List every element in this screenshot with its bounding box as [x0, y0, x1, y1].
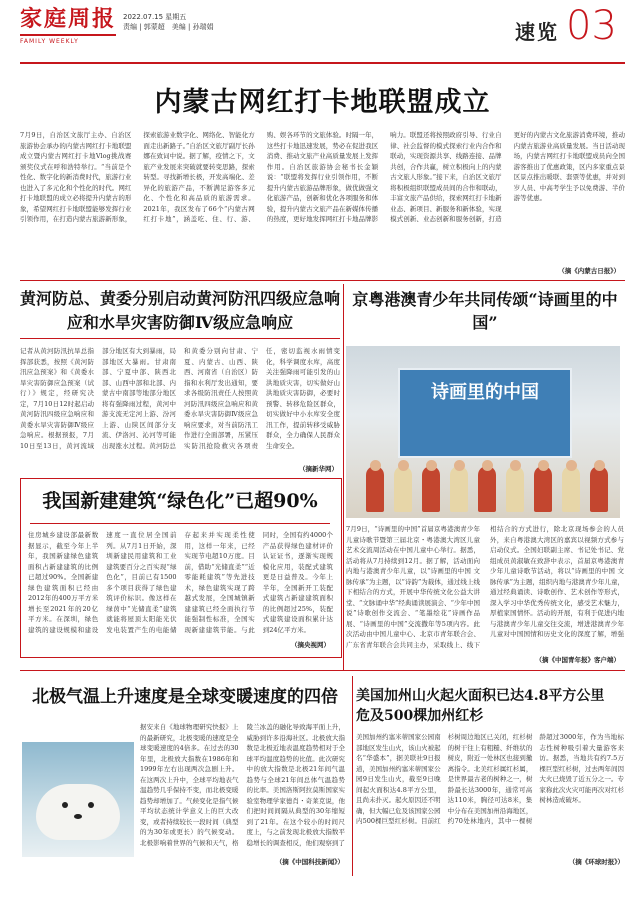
flood-article-credit: （摘新华网）: [299, 465, 338, 473]
logo-english: FAMILY WEEKLY: [20, 38, 79, 45]
performer-figure: [506, 466, 524, 512]
seal-nose: [74, 814, 82, 819]
performer-figure: [450, 466, 468, 512]
column-divider: [343, 284, 344, 670]
poem-event-photo: [346, 346, 620, 518]
performer-figure: [422, 466, 440, 512]
main-article-body: 7月9日，自治区文旅厅主办、自治区旅游协会承办的内蒙古网红打卡地联盟成立暨内蒙古网红打卡地Vlog挑战赛颁奖仪式在呼和浩特举行。“当前是个性化、数字化的新消费时代，旅游行业也进入了多元化和个性化的时代。网红打卡地联盟的成立必将提升内蒙古的形象，希望网红打卡地联盟能够发挥行业引领作用，在打造内蒙古旅游新形象，探索旅游业数字化、网络化、智能化方面走出新路子。”自治区文旅厅副厅长孙娜在致词中说。据了解，疫情之下，文旅产业发展来突破就要转变思路，探索转型。寻找新增长极，开发高端化、差异化的旅游产品，不断满足游客多元化、个性化和高品质的旅游需求。2021年，我区发布了66个“内蒙古网红打卡地”，涵盖吃、住、行、游、购、娱各环节的文旅体验。时隔一年，这些打卡地迅速发展，势必在促进我区消费、推动文旅产业高质量发展上发挥作用。自治区旅游协会秘书长金颖说：“联盟将发挥行业引领作用，不断提升内蒙古旅游品牌形象，做优做强文化旅游产品，创新和优化各项服务和体验，提升内蒙古文旅产品在新媒体传播的热度，更好地发挥网红打卡地品牌影响力。联盟还将按照政府引导、行业自律、社会监督的模式探索行业内合作和联动，实现资源共享、线路连接、品牌共创，合作共赢，树立积极向上的内蒙古文旅人形象。”接下来，自治区文旅厅将积极组织联盟成员间的合作和联动，丰富文旅产品供给，探索网红打卡地新业态、新项目、新服务和新体验，实现模式创新、业态创新和服务创新，打造更好的内蒙古文化旅游消费环境，推动内蒙古旅游业高质量发展。当日活动现场，内蒙古网红打卡地联盟成员向全国游客推出了优惠政策，区内多家重点景区景点推出暖联、套票等优惠，并对到岁人员、中高考学生予以免费游、半价游等优惠。: [20, 131, 625, 223]
poem-banner-text: 诗画里的中国: [431, 382, 539, 403]
performer-head: [594, 460, 605, 471]
column-divider: [352, 676, 353, 876]
page-number: 03: [566, 3, 617, 49]
green-article-credit: （摘央视网）: [291, 641, 330, 649]
performer-figure: [366, 466, 384, 512]
arctic-article-body: 据安来自《地球物理研究快报》上的最新研究，北极变暖的速度是全球变暖速度的4倍多。在过去的30年里，北极放大指数在1986年和1999年左右出现两次急剧上升。在这两次上升中，全球平均地表气温趋势几乎保持不变，而北极变暖趋势却增加了。气候变化是指气候平均状态统计学意义上的巨大改变，或者持续较长一段时间（典型的为30年或更长）的气候变动。北极影响着世界的气候和天气，格陵兰冰盖的融化导致海平面上升，威胁到许多沿海社区。北极放大指数是北极近地表温度趋势相对于全球平均温度趋势的比值。此次研究中的放大指数是北极21年间气温趋势与全球21年间总体气温趋势的比率。美国洛斯阿拉莫斯国家实验室物理学家德肖・奇莱克说，他们把时间间隔从典型的30年缩短到了21年。在这个较小的时间尺度上，与之前发现北极放大指数平稳增长的调查相反，他们观察到了: [140, 723, 345, 847]
green-article-body: 住房城乡建设部最新数据显示，截至今年上半年，我国新建绿色建筑面积占新建建筑的比例已超过90%。全国新建绿色建筑面积已经由2012年的400万平方米增长至2021年的20亿平方米。在深圳，绿色建筑的建设规模和建设速度一直位居全国前列。从7月1日开始，深圳新建民用建筑和工业建筑要百分之百实现“绿色化”，目前已有1500多个项目获得了绿色建筑评价标识。像这样在绿茵中“光储直柔”建筑就能将屋顶太阳能光伏发电装置产生的电能储存起来并实现柔性使用，这样一年来，已经实现节电超10万度。目前，借助“光储直柔”“近零能耗建筑”等先进技术，绿色建筑实现了跨越式发展，全国城镇新建建筑已经全面执行节能强制性标准，全国实现新建建筑节能。与此同时，全国有约4000个产品获得绿色建材评价认证证书，逐渐实现规模化应用，装配式建筑更是日益普及。今年上半年，全国新开工装配式建筑占新建建筑面积的比例超过25%，装配式建筑建设面积累计达到24亿平方米。: [28, 531, 333, 634]
flood-article-body: 记者从黄河防汛抗旱总指挥部获悉，按照《黄河防汛应急预案》和《黄委水旱灾害防御应急预案（试行）》规定，经研究决定，7月10日12时起启动黄河防汛四级应急响应和黄委水旱灾害防御Ⅳ级应急响应。根据预报，7月10日至13日，黄河流域部分地区有大到暴雨，局部地区大暴雨。甘肃南部、宁夏中部、陕西北部、山西中部和北部、内蒙古中南部等地部分地区将有强降雨过程，黄河中游支流无定河上游、汾河上游、山陕区间部分支流、伊洛河、沁河等可能出现涨水过程。黄河防总和黄委分别向甘肃、宁夏、内蒙古、山西、陕西、河南省（自治区）防指和水利厅发出通知，要求各级防汛责任人按照黄河防汛四级应急响应和黄委水旱灾害防御Ⅳ级应急响应要求，对当前防汛工作进行全面部署，压紧压实防汛抢险救灾各项责任，密切监视水雨情变化，科学调度水库，高度关注强降雨可能引发的山洪地质灾害，切实做好山洪地质灾害防御，必要时预警、转移危险区群众，切实做好中小水库安全度汛工作，提前转移受威胁群众，全力确保人民群众生命安全。: [20, 347, 340, 450]
logo-chinese: 家庭周报: [20, 6, 117, 32]
divider: [30, 523, 330, 524]
performer-figure: [394, 466, 412, 512]
masthead-meta: [123, 12, 214, 32]
poem-article-body: 7月9日，“诗画里的中国”首届京粤港澳青少年儿童诗歌节暨第三届北京・粤港澳大湾区儿童艺术交流周活动在中国儿童中心举行。据悉，活动将从7月持续到12月。据了解，活动面向内地与港澳青少年儿童，以“诗画里的中国 文脉传承”为主题，以“诗韵”为载体，通过线上线下相结合的方式，开展中华传统文化公益大讲堂、“文脉诵中华”经典诵读展演会、“少年中国说”诗歌创作交流会、“笔墨绘花”诗画作品展、“诗画里的中国”交流撒年等5项内容。此次活动由中国儿童中心、北京市青年联合会、广东省青年联合会共同主办，采取线上、线下相结合的方式进行，除北京现场参会的人员外，来自粤港澳大湾区的嘉宾以视频方式参与启动仪式。全国妇联副主席、书记处书记、党组成员黄淑敏在致辞中表示，首届京粤港澳青少年儿童诗歌节活动，将以“诗画里的中国 文脉传承”为主题，组织内地与港澳青少年儿童，通过经典诵读、诗歌创作、艺术创作等形式，深入学习中华优秀传统文化，感受艺术魅力，厚植家国情怀。活动的开展，有利于促进内地与港澳青少年儿童交往交流，增进港澳青少年儿童对中国国情和历史文化的深度了解，增强: [346, 525, 624, 649]
poem-headline: 京粤港澳青少年共同传颂“诗画里的中国”: [352, 290, 618, 332]
performer-head: [566, 460, 577, 471]
green-headline: 我国新建建筑“绿色化”已超90%: [42, 490, 318, 512]
poem-banner: [398, 368, 572, 458]
flood-headline: 黄河防总、黄委分别启动黄河防汛四级应急响应和水旱灾害防御Ⅳ级应急响应: [20, 289, 341, 332]
arctic-article-credit: （摘《中国科技新闻》）: [275, 858, 344, 866]
arctic-article-body-right: [140, 722, 345, 854]
performer-head: [510, 460, 521, 471]
performer-head: [398, 460, 409, 471]
seal-photo: [22, 742, 134, 857]
performer-head: [426, 460, 437, 471]
issue-date: 2022.07.15 星期五: [123, 13, 187, 21]
editor-line: 责编 | 郭蒙超 美编 | 孙瑞娟: [123, 23, 214, 31]
logo-bar: [20, 34, 116, 36]
performer-figure: [590, 466, 608, 512]
performer-head: [538, 460, 549, 471]
performer-head: [454, 460, 465, 471]
fire-article-credit: （摘《环球时报》）: [568, 858, 624, 866]
section-title: 速览: [515, 20, 559, 44]
performer-head: [370, 460, 381, 471]
fire-headline: 美国加州山火起火面积已达4.8平方公里 危及500棵加州红杉: [356, 688, 619, 724]
main-headline: 内蒙古网红打卡地联盟成立: [154, 87, 491, 118]
divider: [20, 670, 625, 671]
arctic-headline: 北极气温上升速度是全球变暖速度的四倍: [32, 687, 338, 707]
performer-head: [482, 460, 493, 471]
performer-figure: [534, 466, 552, 512]
performer-figure: [562, 466, 580, 512]
masthead-rule: [20, 62, 625, 64]
seal-eye: [62, 802, 68, 808]
seal-eye: [88, 802, 94, 808]
performer-figure: [478, 466, 496, 512]
poem-article-credit: （摘《中国青年报》客户端）: [535, 656, 620, 664]
seal-figure: [36, 784, 120, 840]
divider: [20, 338, 340, 339]
fire-article-body: 美国加州约塞米蒂国家公园南部地区发生山火，该山火被起名“华盛本”，据美联社9日报道，美国加州约塞米蒂国家公园9日发生山火，截至9日晚间起火面积达4.8平方公里，且尚未扑灭。起火原因还不明确，但大幅已危及该国家公园内500棵巨型红杉树。目前红杉树周边地区已关闭，红杉树的树干往上有粗糙、纤维状的树皮，附近一处林区也接到撤离指令。北美红杉属红杉属，是世界最古老的树种之一，树龄最长达3000年，通常可高达110米，胸径可达8米，集中分布在美国加州沿海地区，约70处林地内，其中一棵树龄超过3000年，作为当地标志性树种吸引着大量游客来访。据悉，当地共有约7.5万棵巨型红杉树，过去两年间因大火已烧毁了近五分之一。专家称此次火灾可能再次对红杉树林造成破坏。: [356, 733, 624, 825]
divider: [20, 280, 625, 281]
masthead-logo: [20, 6, 120, 52]
main-article-credit: （摘《内蒙古日报》）: [558, 267, 620, 275]
